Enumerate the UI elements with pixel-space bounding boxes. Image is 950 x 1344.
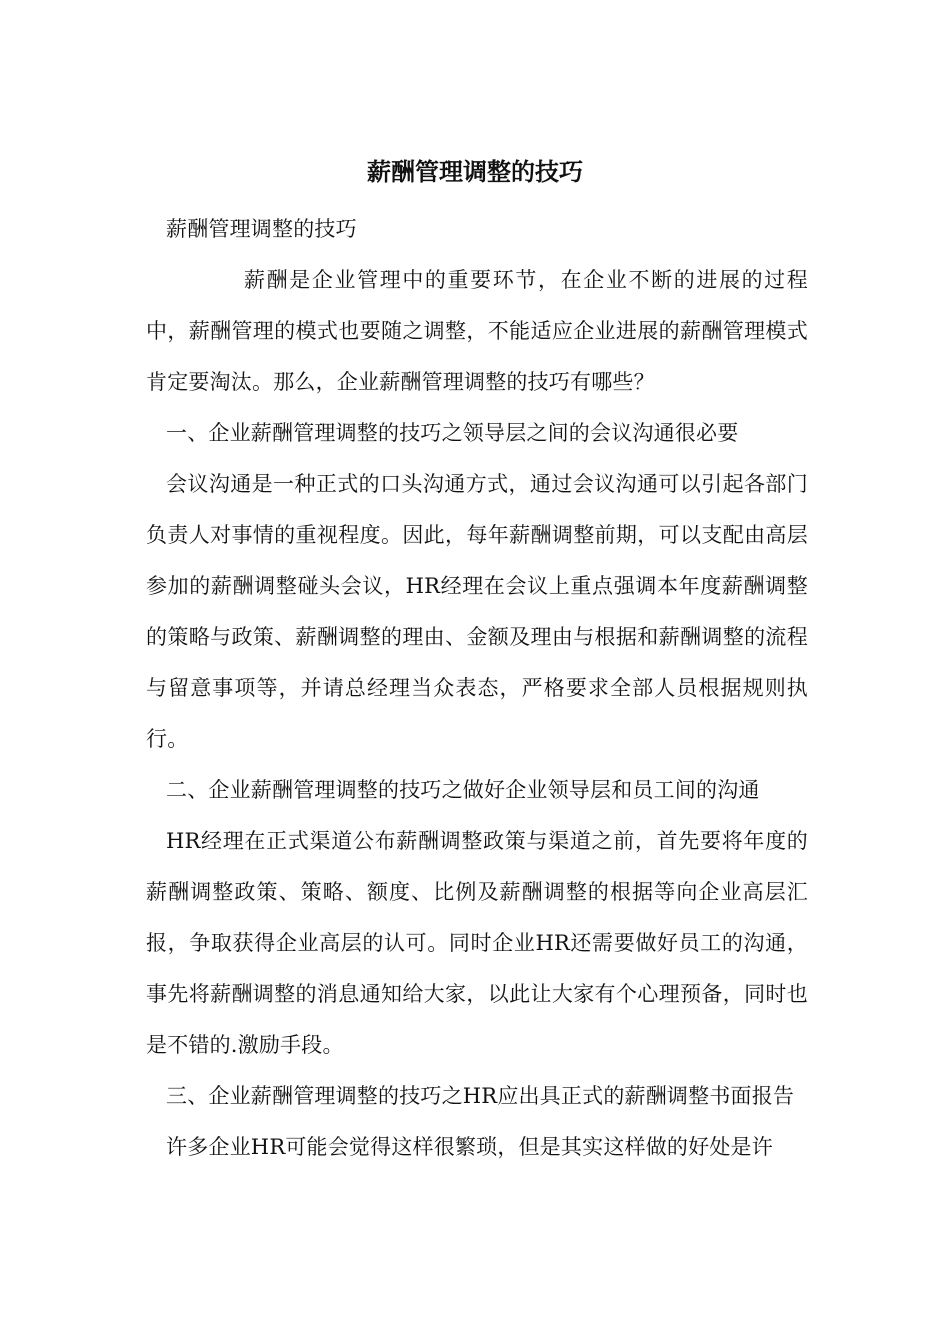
document-body xyxy=(146,204,808,1173)
section-2-heading: 二、企业薪酬管理调整的技巧之做好企业领导层和员工间的沟通 xyxy=(166,778,760,802)
section-3-paragraph: 许多企业HR可能会觉得这样很繁琐，但是其实这样做的好处是许 xyxy=(166,1135,773,1159)
intro-paragraph: 薪酬是企业管理中的重要环节，在企业不断的进展的过程中，薪酬管理的模式也要随之调整，不能适应企业进展的薪酬管理模式肯定要淘汰。那么，企业薪酬管理调整的技巧有哪些？ xyxy=(146,268,808,394)
section-1-paragraph: 会议沟通是一种正式的口头沟通方式，通过会议沟通可以引起各部门负责人对事情的重视程度。因此，每年薪酬调整前期，可以支配由高层参加的薪酬调整碰头会议，HR经理在会议上重点强调本年度薪酬调整的策略与政策、薪酬调整的理由、金额及理由与根据和薪酬调整的流程与留意事项等，并请总经理当众表态，严格要求全部人员根据规则执行。 xyxy=(146,472,808,751)
document-subtitle: 薪酬管理调整的技巧 xyxy=(166,217,357,241)
document-title: 薪酬管理调整的技巧 xyxy=(367,157,583,186)
section-1-heading: 一、企业薪酬管理调整的技巧之领导层之间的会议沟通很必要 xyxy=(166,421,739,445)
section-2-paragraph: HR经理在正式渠道公布薪酬调整政策与渠道之前，首先要将年度的薪酬调整政策、策略、额度、比例及薪酬调整的根据等向企业高层汇报，争取获得企业高层的认可。同时企业HR还需要做好员工的沟通，事先将薪酬调整的消息通知给大家，以此让大家有个心理预备，同时也是不错的.激励手段。 xyxy=(146,829,808,1057)
section-3-heading: 三、企业薪酬管理调整的技巧之HR应出具正式的薪酬调整书面报告 xyxy=(166,1084,795,1108)
